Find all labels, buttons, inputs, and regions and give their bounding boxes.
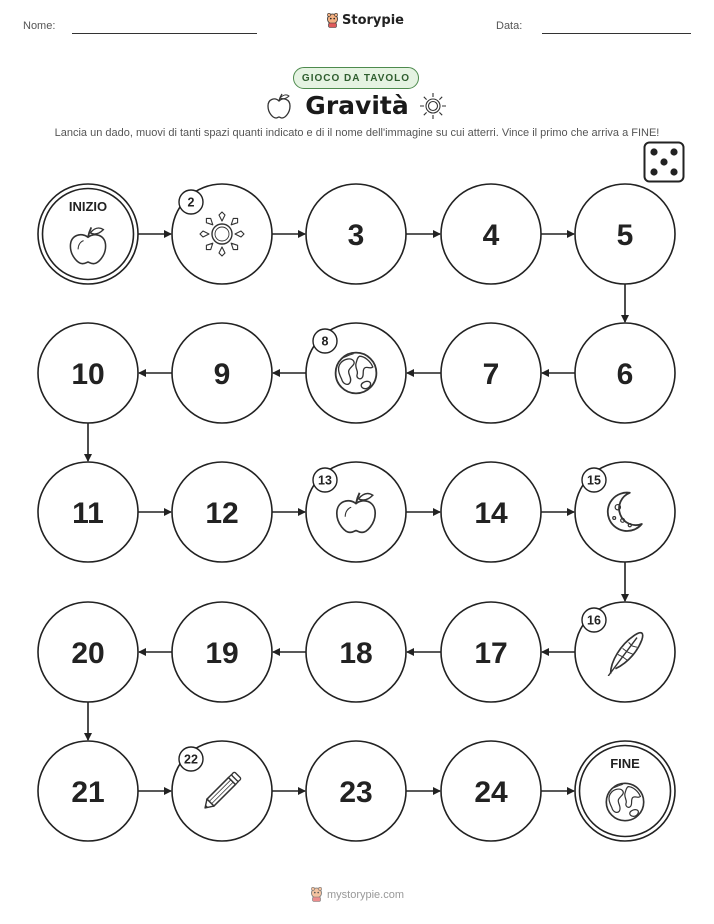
space-number: 9: [213, 358, 231, 391]
earth-icon: [336, 353, 377, 394]
name-label: Nome:: [23, 20, 56, 32]
start-space: [38, 184, 138, 284]
board-space-12: [172, 462, 272, 562]
instructions: Lancia un dado, muovi di tanti spazi quanti indicato e di il nome dell'immagine su cui atterri. Vince il primo che arriva a FINE!: [54, 127, 660, 139]
board-space-18: [306, 602, 406, 702]
page-title: Gravità: [305, 91, 409, 120]
space-label: FINE: [610, 756, 640, 771]
board-space-23: [306, 741, 406, 841]
space-number: 3: [347, 219, 365, 252]
space-number: 18: [339, 637, 373, 670]
board-space-8: [306, 323, 406, 423]
space-number-badge: [179, 747, 203, 771]
finish-space: [575, 741, 675, 841]
space-number: 12: [205, 497, 239, 530]
space-number: 5: [616, 219, 634, 252]
board-space-17: [441, 602, 541, 702]
board-space-2: [172, 184, 272, 284]
space-number: 13: [318, 473, 332, 488]
board-space-7: [441, 323, 541, 423]
earth-icon: [606, 783, 643, 820]
sun-icon: [200, 212, 244, 256]
space-number: 7: [482, 358, 500, 391]
space-number: 24: [474, 776, 508, 809]
space-number: 22: [184, 752, 198, 767]
board-space-20: [38, 602, 138, 702]
footer: [310, 887, 404, 902]
board-space-16: [575, 602, 675, 702]
space-number-badge: [582, 608, 606, 632]
board-space-11: [38, 462, 138, 562]
space-number: 21: [71, 776, 105, 809]
space-number: 19: [205, 637, 239, 670]
space-number: 8: [321, 334, 329, 349]
space-number: 20: [71, 637, 105, 670]
space-number: 23: [339, 776, 373, 809]
board-space-3: [306, 184, 406, 284]
board-space-14: [441, 462, 541, 562]
space-label: INIZIO: [68, 199, 108, 214]
space-number: 14: [474, 497, 508, 530]
board-space-24: [441, 741, 541, 841]
space-number: 10: [71, 358, 105, 391]
board-space-15: [575, 462, 675, 562]
board-space-6: [575, 323, 675, 423]
space-number-badge: [313, 468, 337, 492]
space-number: 16: [587, 613, 601, 628]
board-space-13: [306, 462, 406, 562]
brand-name: Storypie: [342, 13, 404, 28]
storypie-mascot-icon: [310, 887, 323, 902]
space-number: 11: [72, 497, 104, 530]
space-number: 4: [482, 219, 500, 252]
board-space-21: [38, 741, 138, 841]
footer-url: mystorypie.com: [327, 888, 405, 901]
space-number-badge: [582, 468, 606, 492]
space-number: 6: [616, 358, 634, 391]
board-space-4: [441, 184, 541, 284]
space-number-badge: [179, 190, 203, 214]
board-space-9: [172, 323, 272, 423]
space-number: 15: [587, 473, 601, 488]
board-space-5: [575, 184, 675, 284]
category-badge: GIOCO DA TAVOLO: [293, 67, 419, 89]
space-number-badge: [313, 329, 337, 353]
board-space-22: [172, 741, 272, 841]
board-space-19: [172, 602, 272, 702]
date-label: Data:: [496, 20, 523, 32]
space-number: 2: [187, 195, 195, 210]
board-space-10: [38, 323, 138, 423]
space-number: 17: [474, 637, 508, 670]
